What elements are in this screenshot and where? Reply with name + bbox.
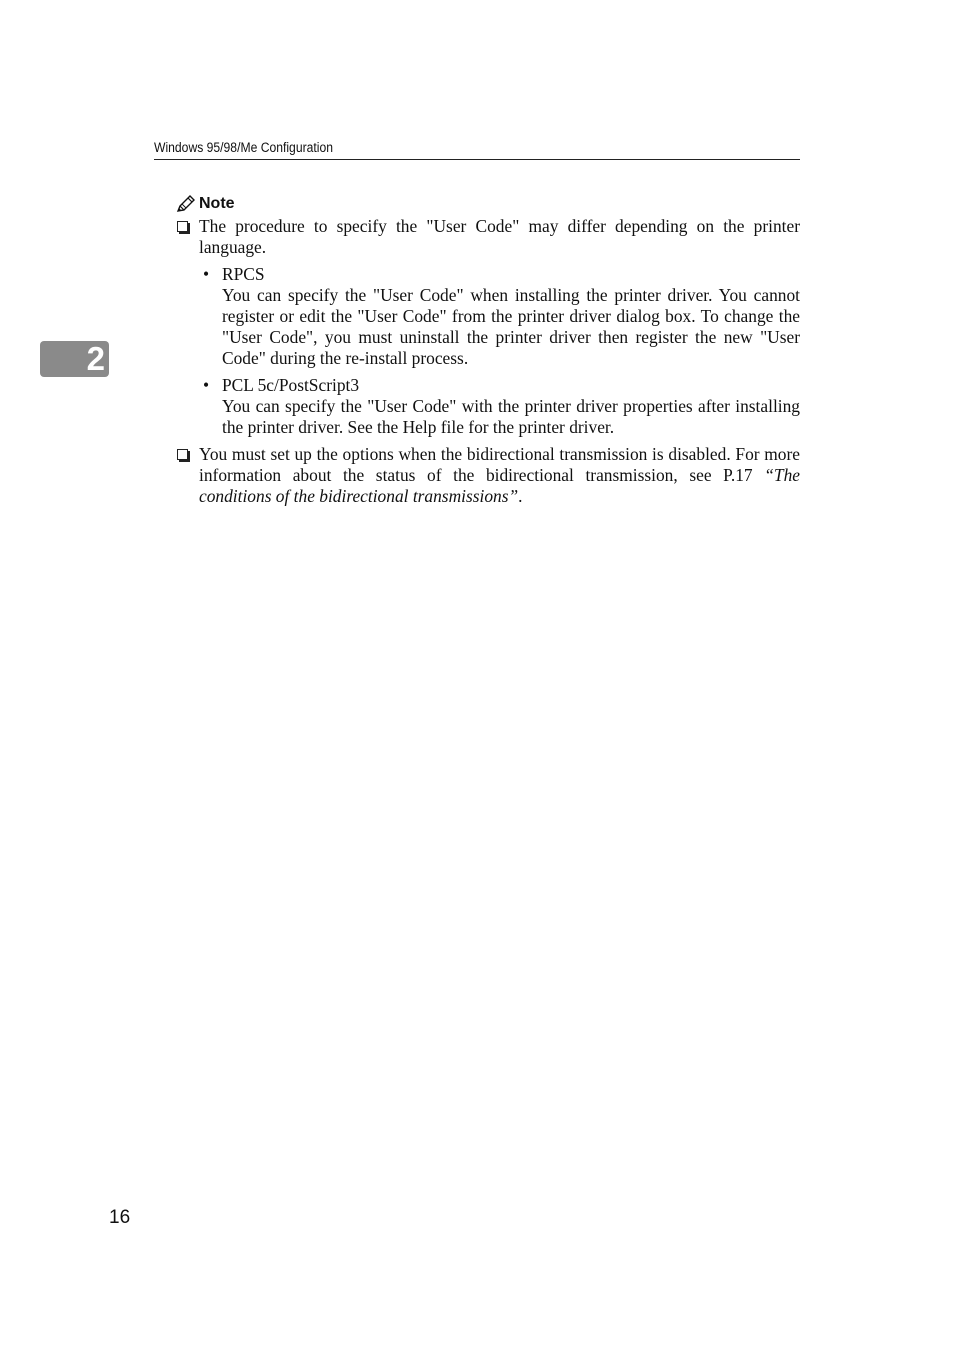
checkbox-bullet-icon — [177, 449, 188, 460]
bullet-dot-icon: • — [203, 375, 210, 395]
note-item-bidirectional — [176, 444, 800, 507]
subitem-rpcs — [199, 264, 800, 369]
header-title: Windows 95/98/Me Configuration — [154, 140, 333, 155]
note-item-user-code — [176, 216, 800, 438]
note-content — [176, 216, 800, 513]
cross-reference-link[interactable]: “The conditions of the bidirectional transmissions” — [199, 465, 800, 506]
running-header — [154, 138, 800, 160]
subitem-label: RPCS — [222, 264, 265, 284]
chapter-number: 2 — [86, 340, 105, 377]
note-item-text: The procedure to specify the "User Code" may differ depending on the printer language. — [199, 216, 800, 257]
subitem-text: You can specify the "User Code" with the printer driver properties after installing the printer driver. See the Help file for the printer driver. — [222, 396, 800, 437]
subitem-pcl-postscript — [199, 375, 800, 438]
note-title: Note — [199, 195, 235, 212]
chapter-tab — [40, 341, 109, 377]
page-number: 16 — [109, 1207, 131, 1228]
checkbox-bullet-icon — [177, 221, 188, 232]
bullet-dot-icon: • — [203, 264, 210, 284]
note-item-text-end: . — [518, 486, 523, 506]
subitem-label: PCL 5c/PostScript3 — [222, 375, 360, 395]
note-item-text: You must set up the options when the bidirectional transmission is disabled. For more information about the status of the bidirectional transmission, see P.17 — [199, 444, 800, 485]
subitem-text: You can specify the "User Code" when installing the printer driver. You cannot register or edit the "User Code" from the printer driver dialog box. To change the "User Code", you must uninstall the printer driver then register the new "User Code" during the re-install process. — [222, 285, 800, 368]
note-heading — [176, 193, 235, 215]
pencil-icon — [176, 195, 196, 213]
